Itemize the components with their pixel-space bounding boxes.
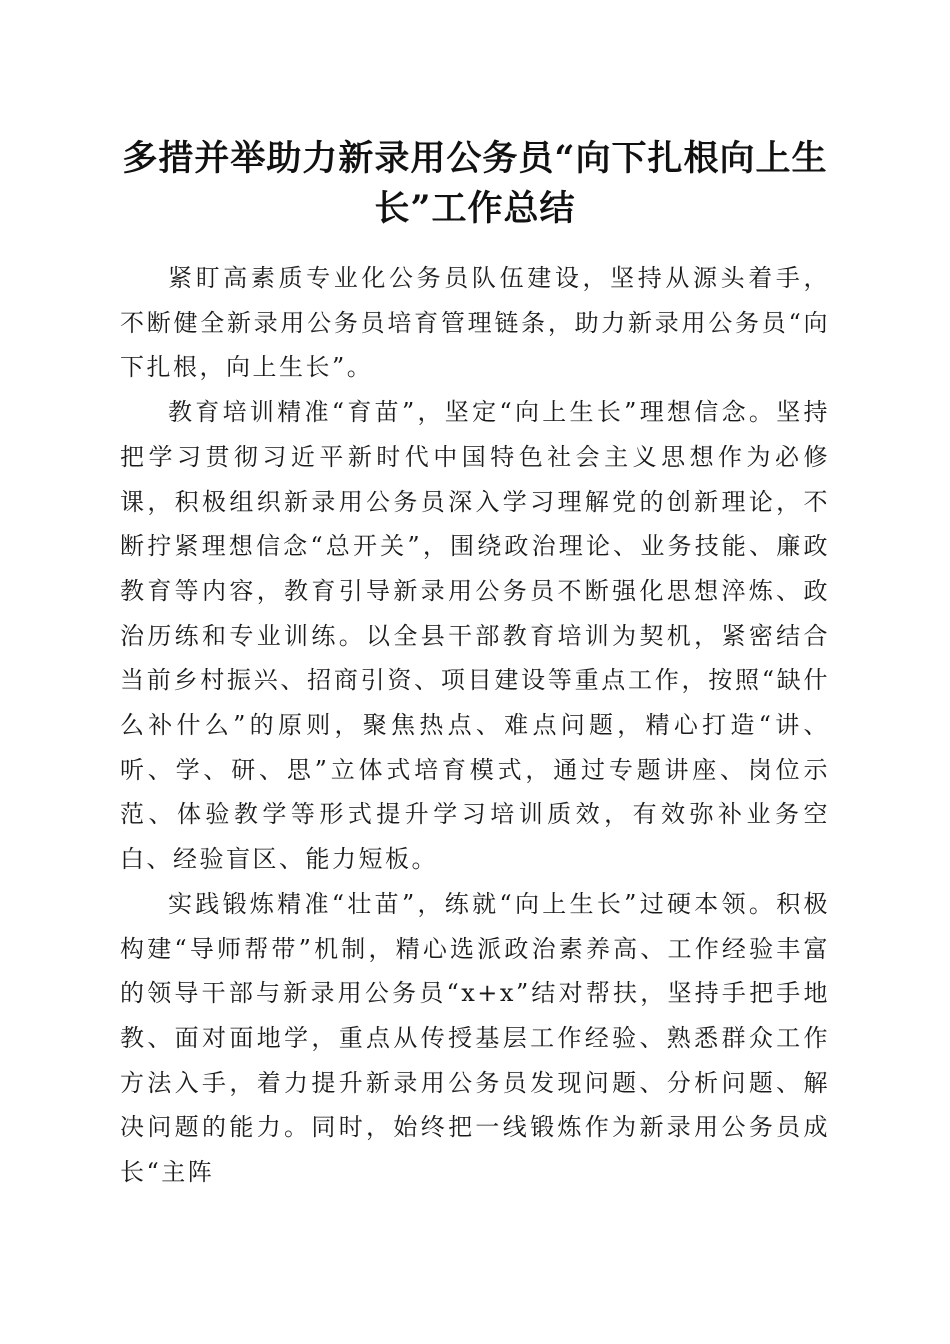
paragraph-intro: 紧盯高素质专业化公务员队伍建设，坚持从源头着手，不断健全新录用公务员培育管理链条，助力新录用公务员“向下扎根，向上生长”。 bbox=[120, 264, 830, 382]
title-line-1: 多措并举助力新录用公务员“向下扎根向上生 bbox=[122, 138, 828, 179]
document-title bbox=[110, 134, 840, 234]
paragraph-education-training: 教育培训精准“育苗”，坚定“向上生长”理想信念。坚持把学习贯彻习近平新时代中国特色社会主义思想作为必修课，积极组织新录用公务员深入学习理解党的创新理论，不断拧紧理想信念“总开关”，围绕政治理论、业务技能、廉政教育等内容，教育引导新录用公务员不断强化思想淬炼、政治历练和专业训练。以全县干部教育培训为契机，紧密结合当前乡村振兴、招商引资、项目建设等重点工作，按照“缺什么补什么”的原则，聚焦热点、难点问题，精心打造“讲、听、学、研、思”立体式培育模式，通过专题讲座、岗位示范、体验教学等形式提升学习培训质效，有效弥补业务空白、经验盲区、能力短板。 bbox=[120, 398, 830, 874]
document-body bbox=[120, 256, 830, 1195]
title-line-2: 长”工作总结 bbox=[374, 188, 576, 229]
paragraph-practice-training: 实践锻炼精准“壮苗”，练就“向上生长”过硬本领。积极构建“导师帮带”机制，精心选派政治素养高、工作经验丰富的领导干部与新录用公务员“x+x”结对帮扶，坚持手把手地教、面对面地学，重点从传授基层工作经验、熟悉群众工作方法入手，着力提升新录用公务员发现问题、分析问题、解决问题的能力。同时，始终把一线锻炼作为新录用公务员成长“主阵 bbox=[120, 889, 830, 1187]
